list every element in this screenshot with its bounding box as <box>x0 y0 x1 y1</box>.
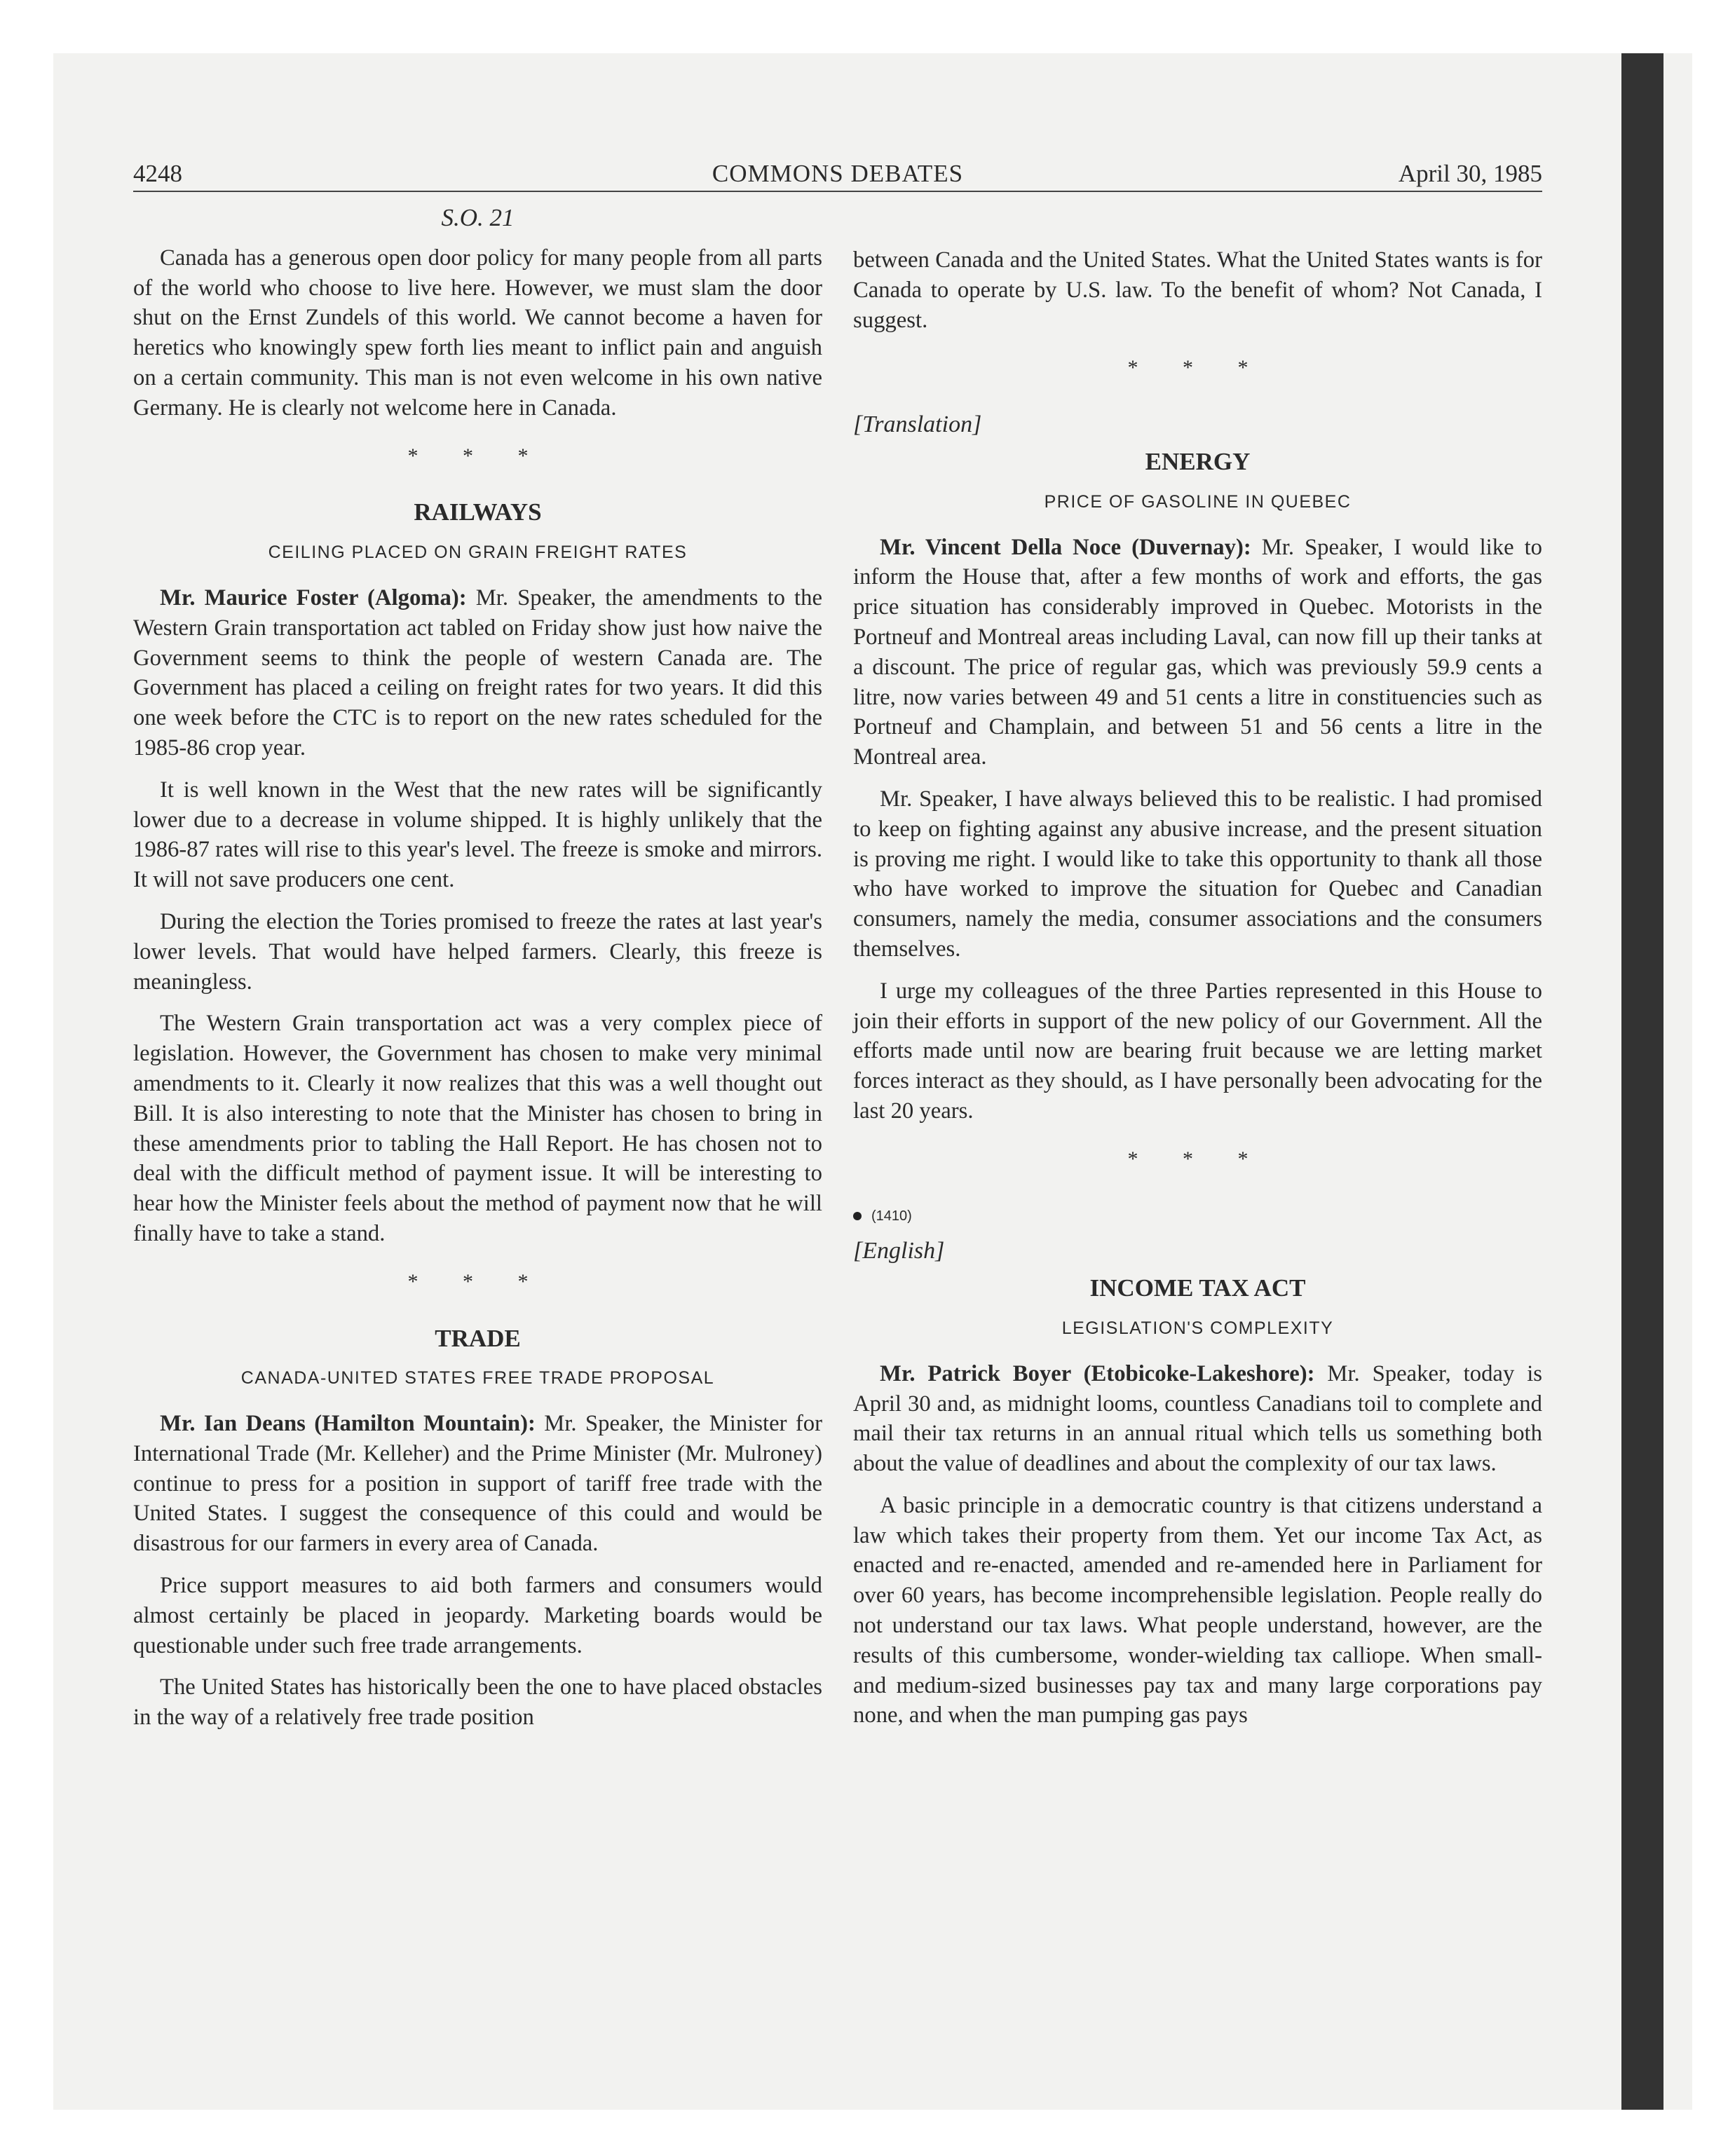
paragraph: The United States has historically been the one to have placed obstacles in the way of a relatively free trade position <box>133 1674 822 1731</box>
english-label: [English] <box>853 1238 945 1264</box>
page-date: April 30, 1985 <box>1398 160 1542 187</box>
section-heading-energy: ENERGY <box>1145 447 1251 475</box>
section-subheading: CANADA-UNITED STATES FREE TRADE PROPOSAL <box>240 1368 715 1389</box>
section-subheading: LEGISLATION'S COMPLEXITY <box>1061 1318 1334 1338</box>
section-separator: * * * <box>1127 356 1268 380</box>
page-number: 4248 <box>133 160 182 187</box>
speaker-name: Mr. Maurice Foster (Algoma): <box>160 585 467 610</box>
standing-order-label: S.O. 21 <box>441 204 515 231</box>
paragraph: It is well known in the West that the new rates will be significantly lower due to a decrease in volume shipped. It is highly unlikely that the 1986-87 rates will rise to this year's level. The freeze is smoke and mirrors. It will not save producers one cent. <box>133 777 822 893</box>
paragraph: During the election the Tories promised to freeze the rates at last year's lower levels. That would have helped farmers. Clearly, this freeze is meaningless. <box>133 908 822 995</box>
section-subheading: PRICE OF GASOLINE IN QUEBEC <box>1044 491 1352 512</box>
time-marker <box>853 1201 1542 1231</box>
speaker-name: Mr. Vincent Della Noce (Duvernay): <box>880 534 1251 560</box>
section-heading-trade: TRADE <box>435 1324 521 1352</box>
right-column <box>853 245 1542 1742</box>
paragraph <box>133 1409 822 1559</box>
paragraph <box>853 533 1542 772</box>
section-separator: * * * <box>407 444 548 468</box>
speech-text: Mr. Speaker, today is April 30 and, as midnight looms, countless Canadians toil to complete and mail their tax returns in an annual ritual which tells us something both about the value of deadlines and about the complexity of our tax laws. <box>853 1360 1542 1477</box>
paragraph <box>133 583 822 763</box>
section-separator: * * * <box>407 1269 548 1293</box>
section-heading-income-tax: INCOME TAX ACT <box>1089 1274 1306 1302</box>
bullet-icon <box>853 1212 862 1220</box>
publication-title: COMMONS DEBATES <box>712 160 964 187</box>
paragraph <box>853 1359 1542 1479</box>
scan-edge <box>1621 53 1663 2110</box>
page-header <box>133 160 1542 192</box>
speech-text: Mr. Speaker, I would like to inform the House that, after a few months of work and efforts, the gas price situation has considerably improved in Quebec. Motorists in the Portneuf and Montreal areas including Laval, can now fill up their tanks at a discount. The price of regular gas, which was previously 59.9 cents a litre, now varies between 49 and 51 cents a litre in constituencies such as Portneuf and Champlain, and between 51 and 56 cents a litre in the Montreal area. <box>853 534 1542 770</box>
paragraph: A basic principle in a democratic country is that citizens understand a law which takes their property from them. Yet our income Tax Act, as enacted and re-enacted, amended and re-amended here in Parliament for over 60 years, has become incomprehensible legislation. People really do not understand our tax laws. What people understand, however, are the results of this cumbersome, wonder-wielding tax calliope. When small- and medium-sized businesses pay tax and many large corporations pay none, and when the man pumping gas pays <box>853 1492 1542 1728</box>
time-marker-text: (1410) <box>871 1208 912 1224</box>
paragraph: I urge my colleagues of the three Parties represented in this House to join their efforts in support of the new policy of our Government. All the efforts made until now are bearing fruit because we are letting market forces interact as they should, as I have personally been advocating for the last 20 years. <box>853 978 1542 1124</box>
translation-label: [Translation] <box>853 411 982 438</box>
section-subheading: CEILING PLACED ON GRAIN FREIGHT RATES <box>268 543 688 563</box>
section-separator: * * * <box>1127 1147 1268 1171</box>
paragraph: Mr. Speaker, I have always believed this to be realistic. I had promised to keep on fighting against any abusive increase, and the present situation is proving me right. I would like to take this opportunity to thank all those who have worked to improve the situation for Quebec and Canadian consumers, namely the media, consumer associations and the consumers themselves. <box>853 786 1542 962</box>
section-heading-railways: RAILWAYS <box>414 498 542 526</box>
speaker-name: Mr. Patrick Boyer (Etobicoke-Lakeshore): <box>880 1360 1315 1386</box>
speech-text: Mr. Speaker, the amendments to the Western Grain transportation act tabled on Friday show just how naive the Government seems to think the people of western Canada are. The Government has placed a ceiling on freight rates for two years. It did this one week before the CTC is to report on the new rates scheduled for the 1985-86 crop year. <box>133 585 822 760</box>
paragraph: The Western Grain transportation act was a very complex piece of legislation. However, the Government has chosen to make very minimal amendments to it. Clearly it now realizes that this was a well thought out Bill. It is also interesting to note that the Minister has chosen to bring in these amendments prior to tabling the Hall Report. He has chosen not to deal with the difficult method of payment issue. It will be interesting to hear how the Minister feels about the method of payment now that he will finally have to take a stand. <box>133 1011 822 1246</box>
speech-text: Mr. Speaker, the Minister for International Trade (Mr. Kelleher) and the Prime Minister (Mr. Mulroney) continue to press for a position in support of tariff free trade with the United States. I suggest the consequence of this could and would be disastrous for our farmers in every area of Canada. <box>133 1411 822 1557</box>
paragraph: Price support measures to aid both farmers and consumers would almost certainly be placed in jeopardy. Marketing boards would be questionable under such free trade arrangements. <box>133 1573 822 1658</box>
left-column <box>133 203 822 1745</box>
paragraph: between Canada and the United States. What the United States wants is for Canada to operate by U.S. law. To the benefit of whom? Not Canada, I suggest. <box>853 247 1542 333</box>
speaker-name: Mr. Ian Deans (Hamilton Mountain): <box>160 1411 536 1437</box>
paragraph: Canada has a generous open door policy for many people from all parts of the world who choose to live here. However, we must slam the door shut on the Ernst Zundels of this world. We cannot become a haven for heretics who knowingly spew forth lies meant to inflict pain and anguish on a certain community. This man is not even welcome in his own native Germany. He is clearly not welcome here in Canada. <box>133 245 822 421</box>
